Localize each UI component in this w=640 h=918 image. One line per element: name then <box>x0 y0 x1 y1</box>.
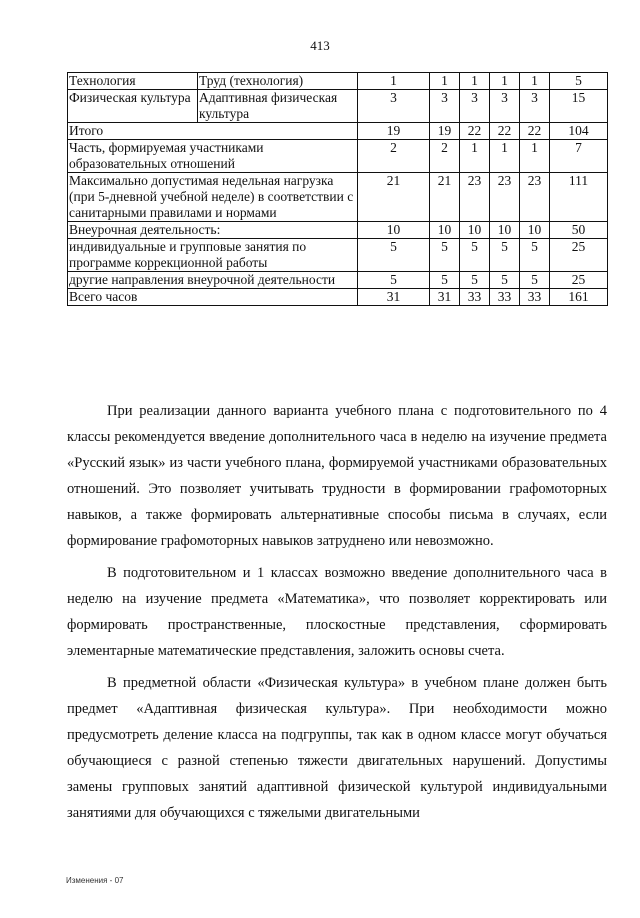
total-cell: 5 <box>550 73 608 90</box>
total-cell: 161 <box>550 289 608 306</box>
row-label-cell: Максимально допустимая недельная нагрузка (при 5-дневной учебной неделе) в соответствии с санитарными правилами и нормами <box>68 173 358 222</box>
value-cell: 19 <box>430 123 460 140</box>
value-cell: 1 <box>520 73 550 90</box>
total-cell: 25 <box>550 239 608 272</box>
value-cell: 21 <box>430 173 460 222</box>
value-cell: 22 <box>490 123 520 140</box>
total-cell: 104 <box>550 123 608 140</box>
value-cell: 33 <box>490 289 520 306</box>
table-row <box>68 173 608 222</box>
table-row <box>68 289 608 306</box>
value-cell: 31 <box>430 289 460 306</box>
total-cell: 7 <box>550 140 608 173</box>
value-cell: 1 <box>460 73 490 90</box>
table-row <box>68 73 608 90</box>
paragraph: При реализации данного варианта учебного плана с подготовительного по 4 классы рекомендуется введение дополнительного часа в неделю на изучение предмета «Русский язык» из части учебного плана, формируемой участниками образовательных отношений. Это позволяет учитывать трудности в формировании графомоторных навыков, а также формировать альтернативные способы письма в случаях, если формирование графомоторных навыков затруднено или невозможно. <box>67 403 607 549</box>
value-cell: 1 <box>430 73 460 90</box>
total-cell: 50 <box>550 222 608 239</box>
value-cell: 22 <box>520 123 550 140</box>
value-cell: 23 <box>460 173 490 222</box>
value-cell: 1 <box>490 73 520 90</box>
subject-cell: Адаптивная физическая культура <box>198 90 358 123</box>
value-cell: 5 <box>490 239 520 272</box>
row-label-cell: Внеурочная деятельность: <box>68 222 358 239</box>
row-label-cell: Часть, формируемая участниками образовательных отношений <box>68 140 358 173</box>
row-label-cell: Всего часов <box>68 289 358 306</box>
paragraph: В подготовительном и 1 классах возможно введение дополнительного часа в неделю на изучение предмета «Математика», что позволяет корректировать или формировать пространственные, плоскостные представления, сформировать элементарные математические представления, заложить основы счета. <box>67 565 607 659</box>
value-cell: 5 <box>520 239 550 272</box>
value-cell: 2 <box>430 140 460 173</box>
value-cell: 21 <box>358 173 430 222</box>
total-cell: 25 <box>550 272 608 289</box>
value-cell: 2 <box>358 140 430 173</box>
table-row <box>68 123 608 140</box>
row-label-cell: другие направления внеурочной деятельности <box>68 272 358 289</box>
value-cell: 5 <box>430 239 460 272</box>
value-cell: 5 <box>460 272 490 289</box>
total-cell: 111 <box>550 173 608 222</box>
value-cell: 1 <box>460 140 490 173</box>
value-cell: 33 <box>520 289 550 306</box>
value-cell: 23 <box>490 173 520 222</box>
value-cell: 5 <box>358 272 430 289</box>
value-cell: 31 <box>358 289 430 306</box>
value-cell: 5 <box>490 272 520 289</box>
paragraph: В предметной области «Физическая культура» в учебном плане должен быть предмет «Адаптивная физическая культура». При необходимости можно предусмотреть деление класса на подгруппы, так как в одном классе могут обучаться обучающиеся с разной степенью тяжести двигательных нарушений. Допустимы замены групповых занятий адаптивной физической культурой индивидуальными занятиями для обучающихся с тяжелыми двигательными <box>67 675 607 821</box>
value-cell: 10 <box>460 222 490 239</box>
value-cell: 3 <box>460 90 490 123</box>
value-cell: 22 <box>460 123 490 140</box>
value-cell: 10 <box>358 222 430 239</box>
footer-note: Изменения - 07 <box>66 876 124 885</box>
value-cell: 1 <box>520 140 550 173</box>
table-row <box>68 222 608 239</box>
subject-cell: Труд (технология) <box>198 73 358 90</box>
row-label-cell: индивидуальные и групповые занятия по программе коррекционной работы <box>68 239 358 272</box>
row-label-cell: Итого <box>68 123 358 140</box>
subject-area-cell: Физическая культура <box>68 90 198 123</box>
value-cell: 3 <box>520 90 550 123</box>
value-cell: 3 <box>490 90 520 123</box>
table-row <box>68 140 608 173</box>
value-cell: 5 <box>460 239 490 272</box>
body-text <box>67 398 607 832</box>
value-cell: 10 <box>520 222 550 239</box>
table-row <box>68 272 608 289</box>
value-cell: 10 <box>430 222 460 239</box>
page-number: 413 <box>310 38 330 53</box>
table-row <box>68 90 608 123</box>
value-cell: 19 <box>358 123 430 140</box>
value-cell: 5 <box>358 239 430 272</box>
value-cell: 10 <box>490 222 520 239</box>
total-cell: 15 <box>550 90 608 123</box>
table-row <box>68 239 608 272</box>
curriculum-table <box>67 72 608 306</box>
value-cell: 3 <box>430 90 460 123</box>
value-cell: 3 <box>358 90 430 123</box>
value-cell: 33 <box>460 289 490 306</box>
value-cell: 1 <box>490 140 520 173</box>
value-cell: 1 <box>358 73 430 90</box>
value-cell: 5 <box>520 272 550 289</box>
value-cell: 5 <box>430 272 460 289</box>
value-cell: 23 <box>520 173 550 222</box>
subject-area-cell: Технология <box>68 73 198 90</box>
